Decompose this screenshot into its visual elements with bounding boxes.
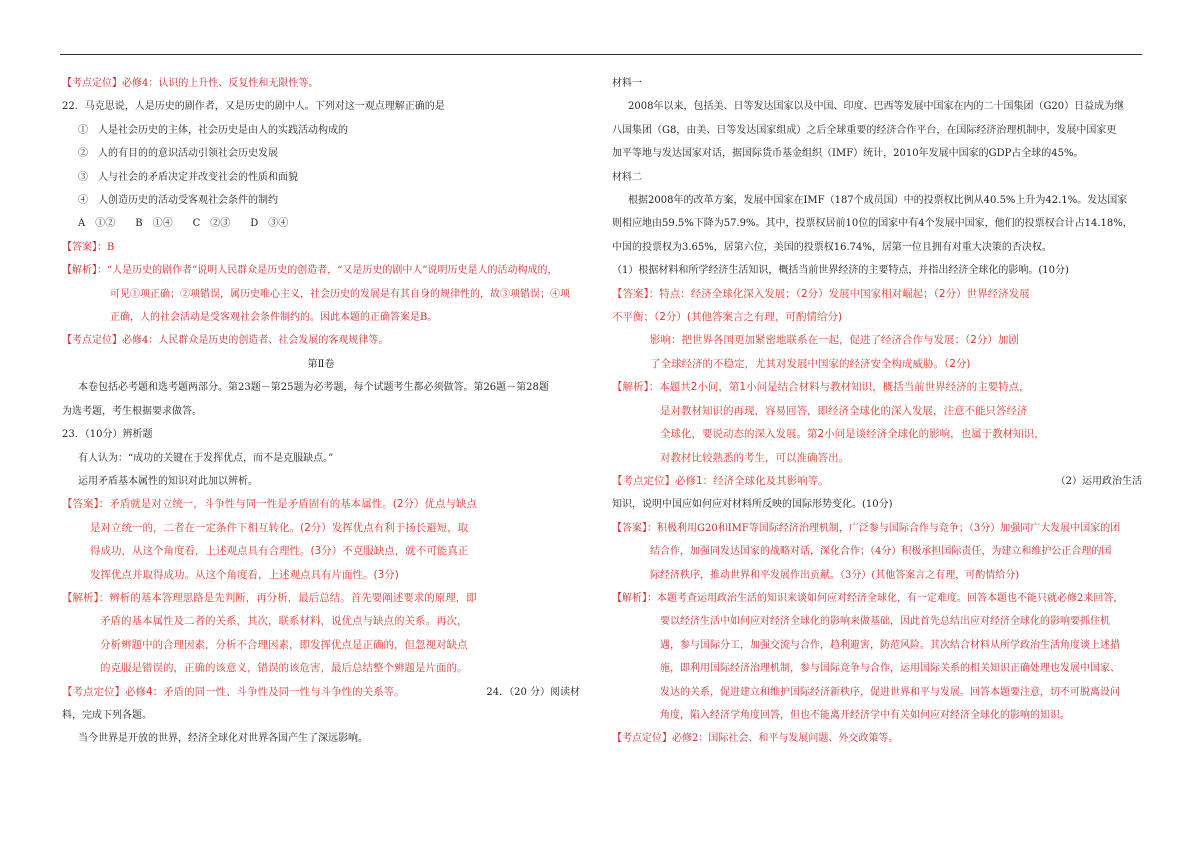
question-24-1: （1）根据材料和所学经济生活知识，概括当前世界经济的主要特点，并指出经济全球化的影响。(10分) [612, 265, 1069, 277]
analysis-22-line1: 【解析】：“人是历史的剧作者”说明人民群众是历史的创造者，“又是历史的剧中人”说明历史是人的活动构成的， [62, 265, 558, 277]
answer-24-1-line1: 【答案】：特点：经济全球化深入发展；（2分）发展中国家相对崛起；（2分）世界经济发展 [612, 287, 1030, 300]
choices: A ①② B ①④ C ②③ D ③④ [78, 218, 289, 230]
section-title: 第Ⅱ卷 [307, 358, 335, 370]
answer-24-2-line3: 际经济秩序，推动世界和平发展作出贡献。（3分）(其他答案言之有理，可酌情给分) [650, 569, 1020, 581]
material-2-line3: 中国的投票权为3.65%，居第六位，美国的投票权16.74%，居第一位且拥有对重大决策的否决权。 [612, 241, 1052, 253]
analysis-24-2-line2: 要以经济生活中如何应对经济全球化的影响来做基础，因此首先总结出应对经济全球化的影响要抓住机 [660, 616, 1110, 628]
answer-23-line3: 得成功，从这个角度看，上述观点具有合理性。(3分）不克服缺点，就不可能真正 [90, 545, 469, 558]
option-2: ② 人的有目的的意识活动引领社会历史发展 [78, 148, 278, 160]
question-23-instruction: 运用矛盾基本属性的知识对此加以辨析。 [78, 475, 258, 487]
analysis-24-2-line6: 角度，陷入经济学角度回答，但也不能离开经济学中有关如何应对经济全球化的影响的知识。 [660, 709, 1070, 721]
analysis-23-line4: 的克服是错误的，正确的该意义，错误的该危害，最后总结整个辨题是片面的。 [100, 662, 468, 675]
question-24-2-head: （2）运用政治生活 [1055, 475, 1142, 487]
question-23-statement: 有人认为：“成功的关键在于发挥优点，而不是克服缺点。” [78, 452, 334, 464]
question-24-intro: 当今世界是开放的世界，经济全球化对世界各国产生了深远影响。 [78, 733, 368, 745]
left-column [62, 72, 580, 751]
analysis-24-2-line4: 施，即利用国际经济治理机制，参与国际竞争与合作，运用国际关系的相关知识正确处理也发展中国家、 [660, 663, 1120, 675]
section-intro-line2: 为选考题，考生根据要求做答。 [62, 405, 202, 417]
section-intro-line1: 本卷包括必考题和选考题两部分。第23题－第25题为必考题，每个试题考生都必须做答。第26题－第28题 [78, 382, 549, 394]
answer-24-2-line1: 【答案】：积极利用G20和IMF等国际经济治理机制，广泛参与国际合作与竞争；（3分）加强同广大发展中国家的团 [612, 522, 1121, 534]
analysis-24-1-line4: 对教材比较熟悉的考生，可以准确答出。 [660, 451, 849, 464]
analysis-24-1-line3: 全球化，要说动态的深入发展。第2小问是谈经济全球化的影响，也属于教材知识， [660, 428, 1045, 441]
exam-point-24-1-row [612, 470, 1142, 493]
analysis-23-line1: 【解析】：辨析的基本答理思路是先判断，再分析，最后总结。首先要阐述要求的原理，即 [62, 591, 477, 604]
question-22: 22．马克思说，人是历史的剧作者，又是历史的剧中人。下列对这一观点理解正确的是 [62, 101, 445, 113]
answer-24-1-line3: 影响：把世界各国更加紧密地联系在一起，促进了经济合作与发展；（2分）加剧 [650, 334, 1019, 347]
exam-point-23-row [62, 681, 580, 704]
exam-point-23: 【考点定位】必修4：矛盾的同一性、斗争性及同一性与斗争性的关系等。 [62, 685, 405, 698]
exam-point-22: 【考点定位】必修4：人民群众是历史的创造者、社会发展的客观规律等。 [62, 335, 389, 347]
question-24-cont: 料，完成下列各题。 [62, 709, 152, 721]
answer-22: 【答案】：B [62, 241, 115, 253]
analysis-24-2-line5: 发达的关系，促进建立和维护国际经济新秩序，促进世界和平与发展。回答本题要注意，切不可脱离设问 [660, 686, 1120, 698]
exam-point-24-2: 【考点定位】必修2：国际社会、和平与发展问题、外交政策等。 [612, 733, 899, 745]
analysis-24-1-line2: 是对教材知识的再现，容易回答，即经济全球化的深入发展，注意不能只答经济 [660, 404, 1028, 417]
option-3: ③ 人与社会的矛盾决定并改变社会的性质和面貌 [78, 171, 298, 183]
option-4: ④ 人创造历史的活动受客观社会条件的制约 [78, 195, 278, 207]
analysis-24-2-line3: 遇，参与国际分工，加强交流与合作，趋利避害，防范风险。其次结合材料从所学政治生活角度谈上述措 [660, 639, 1120, 651]
analysis-24-2-line1: 【解析】：本题考查运用政治生活的知识来谈如何应对经济全球化，有一定难度。回答本题也不能只就必修2来回答， [612, 592, 1124, 604]
material-1-line3: 加平等地与发达国家对话，据国际货币基金组织（IMF）统计，2010年发展中国家的GDP占全球的45%。 [612, 148, 1084, 160]
question-23: 23．（10分）辨析题 [62, 429, 153, 441]
exam-point-24-1: 【考点定位】必修1：经济全球化及其影响等。 [612, 474, 829, 487]
header-rule [60, 54, 1142, 55]
analysis-23-line3: 分析辨题中的合理因素，分析不合理因素，即发挥优点是正确的，但忽视对缺点 [100, 638, 468, 651]
answer-23-line2: 是对立统一的，二者在一定条件下相互转化。(2分）发挥优点有利于扬长避短，取 [90, 521, 469, 534]
material-2-line2: 则相应地由59.5%下降为57.9%。其中，投票权居前10位的国家中有4个发展中国家，他们的投票权合计占14.18%， [612, 218, 1133, 230]
analysis-22-line3: 正确，人的社会活动是受客观社会条件制约的。因此本题的正确答案是B。 [110, 312, 438, 324]
material-1-title: 材料一 [612, 78, 642, 89]
material-1-line1: 2008年以来，包括美、日等发达国家以及中国、印度、巴西等发展中国家在内的二十国集团（G20）日益成为继 [628, 101, 1125, 113]
answer-24-2-line2: 结合作，加强同发达国家的战略对话，深化合作；（4分）积极承担国际责任，为建立和维护公正合理的国 [650, 546, 1112, 558]
analysis-23-line2: 矛盾的基本属性及二者的关系，其次，联系材料，说优点与缺点的关系。再次， [100, 615, 468, 628]
question-24-head: 24．（20 分）阅读材 [486, 686, 580, 698]
material-2-line1: 根据2008年的改革方案，发展中国家在IMF（187个成员国）中的投票权比例从40.5%上升为42.1%。发达国家 [628, 195, 1128, 207]
material-1-line2: 八国集团（G8，由美、日等发达国家组成）之后全球重要的经济合作平台，在国际经济治理机制中，发展中国家更 [612, 124, 1117, 136]
answer-24-1-line4: 了全球经济的不稳定，尤其对发展中国家的经济安全构成威胁。（2分) [650, 357, 971, 370]
option-1: ① 人是社会历史的主体，社会历史是由人的实践活动构成的 [78, 124, 348, 136]
answer-23-line4: 发挥优点并取得成功。从这个角度看，上述观点具有片面性。(3分) [90, 568, 399, 581]
material-2-title: 材料二 [612, 171, 642, 183]
question-24-2-cont: 知识，说明中国应如何应对材料所反映的国际形势变化。(10分) [612, 499, 893, 511]
exam-point-21: 【考点定位】必修4：认识的上升性、反复性和无限性等。 [62, 78, 319, 89]
answer-23-line1: 【答案】：矛盾就是对立统一，斗争性与同一性是矛盾固有的基本属性。(2分）优点与缺点 [62, 498, 478, 511]
answer-24-1-line2: 不平衡；（2分）(其他答案言之有理，可酌情给分) [612, 311, 843, 324]
analysis-22-line2: 可见①项正确；②项错误，属历史唯心主义，社会历史的发展是有其自身的规律性的，故③项错误；④项 [110, 288, 570, 300]
right-column [612, 72, 1142, 751]
analysis-24-1-line1: 【解析】：本题共2小问，第1小问是结合材料与教材知识，概括当前世界经济的主要特点， [612, 381, 1030, 394]
